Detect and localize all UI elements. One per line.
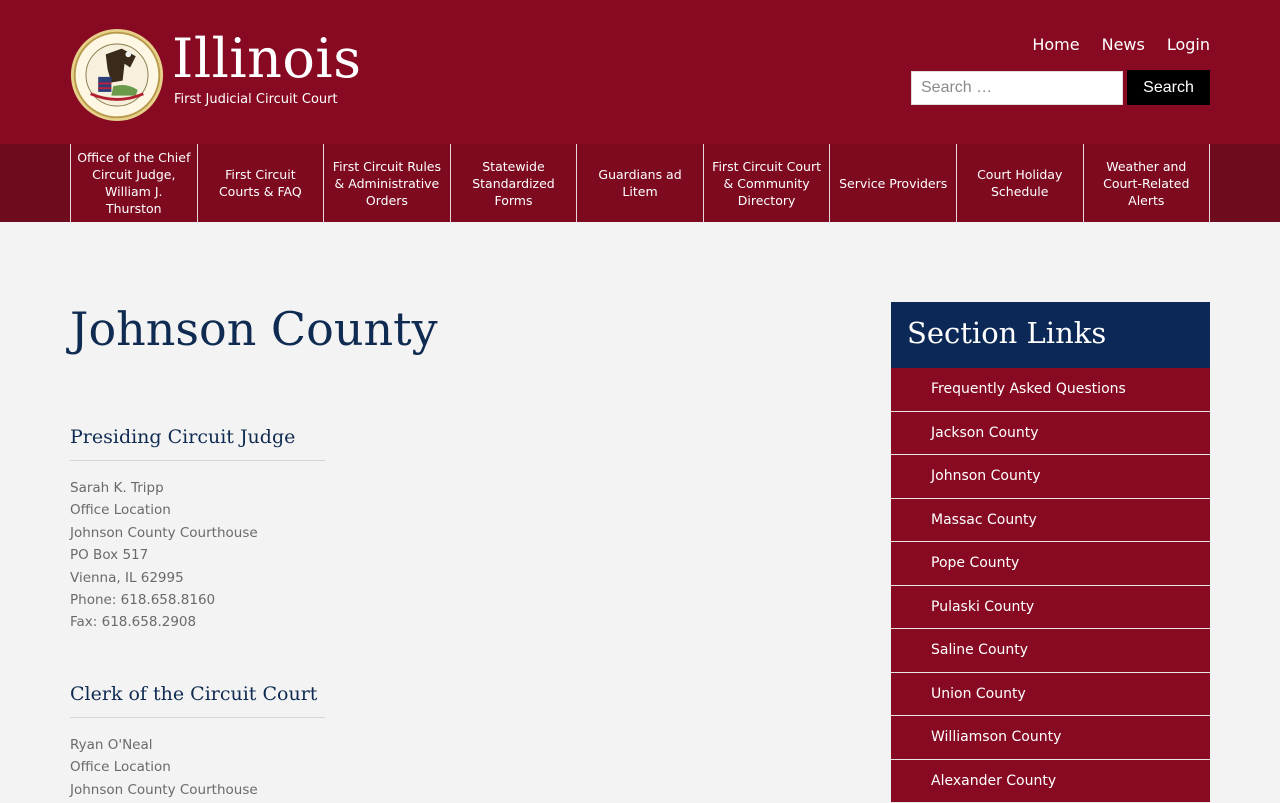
- sidebar-link-alexander-county[interactable]: [891, 760, 1210, 803]
- main-nav-label: Weather and Court-Related Alerts: [1090, 158, 1204, 209]
- sidebar-link-union-county[interactable]: [891, 673, 1210, 717]
- main-nav-label: First Circuit Court & Community Directory: [710, 158, 824, 209]
- sidebar-link-massac-county[interactable]: [891, 499, 1210, 543]
- sidebar-link-label: Pulaski County: [931, 599, 1034, 615]
- sidebar-link-pulaski-county[interactable]: [891, 586, 1210, 630]
- main-nav-item-holiday-schedule[interactable]: [957, 144, 1084, 222]
- main-nav-item-chief-judge[interactable]: [71, 144, 198, 222]
- section-links-sidebar: [891, 302, 1210, 803]
- sidebar-header: [891, 302, 1210, 368]
- section-details: [70, 734, 325, 801]
- sidebar-link-label: Williamson County: [931, 729, 1061, 745]
- main-nav: [0, 144, 1280, 222]
- detail-line: Sarah K. Tripp: [70, 477, 325, 499]
- main-nav-label: Guardians ad Litem: [583, 166, 697, 200]
- main-nav-item-guardians[interactable]: [577, 144, 704, 222]
- detail-line: Johnson County Courthouse: [70, 522, 325, 544]
- sidebar-link-label: Massac County: [931, 512, 1037, 528]
- sidebar-link-johnson-county[interactable]: [891, 455, 1210, 499]
- detail-line: Office Location: [70, 499, 325, 521]
- main-nav-list: [70, 144, 1210, 222]
- sidebar-links: [891, 368, 1210, 803]
- main-nav-label: First Circuit Courts & FAQ: [204, 166, 318, 200]
- main-nav-label: Court Holiday Schedule: [963, 166, 1077, 200]
- sidebar-link-label: Alexander County: [931, 773, 1056, 789]
- sidebar-link-label: Johnson County: [931, 468, 1040, 484]
- main-nav-label: Office of the Chief Circuit Judge, William J. Thurston: [77, 149, 191, 217]
- sidebar-link-saline-county[interactable]: [891, 629, 1210, 673]
- circuit-clerk-section: [70, 683, 325, 801]
- detail-line: Johnson County Courthouse: [70, 779, 325, 801]
- main-nav-label: Service Providers: [839, 175, 947, 192]
- main-nav-label: Statewide Standardized Forms: [457, 158, 571, 209]
- detail-line: Ryan O'Neal: [70, 734, 325, 756]
- sidebar-title: Section Links: [907, 316, 1194, 350]
- sidebar-link-faq[interactable]: [891, 368, 1210, 412]
- site-logo-title[interactable]: Illinois: [172, 32, 361, 86]
- detail-line: Fax: 618.658.2908: [70, 611, 325, 633]
- nav-login-link[interactable]: Login: [1167, 35, 1210, 54]
- detail-line: PO Box 517: [70, 544, 325, 566]
- section-heading: Clerk of the Circuit Court: [70, 683, 325, 718]
- sidebar-link-label: Frequently Asked Questions: [931, 381, 1126, 397]
- sidebar-link-label: Saline County: [931, 642, 1028, 658]
- sidebar-link-label: Pope County: [931, 555, 1019, 571]
- presiding-judge-section: [70, 426, 325, 634]
- nav-news-link[interactable]: News: [1102, 35, 1145, 54]
- main-nav-item-service-providers[interactable]: [830, 144, 957, 222]
- search-button[interactable]: Search: [1127, 70, 1210, 105]
- main-nav-item-rules-orders[interactable]: [324, 144, 451, 222]
- sidebar-link-label: Jackson County: [931, 425, 1039, 441]
- detail-line: Office Location: [70, 756, 325, 778]
- sidebar-link-williamson-county[interactable]: [891, 716, 1210, 760]
- detail-line: Phone: 618.658.8160: [70, 589, 325, 611]
- page-title: Johnson County: [70, 302, 438, 356]
- site-logo-subtitle[interactable]: First Judicial Circuit Court: [174, 92, 338, 107]
- section-heading: Presiding Circuit Judge: [70, 426, 325, 461]
- main-nav-item-weather-alerts[interactable]: [1084, 144, 1211, 222]
- section-details: [70, 477, 325, 634]
- state-seal-icon[interactable]: [70, 28, 164, 122]
- main-nav-item-courts-faq[interactable]: [198, 144, 325, 222]
- search-input[interactable]: [911, 71, 1123, 105]
- main-nav-item-forms[interactable]: [451, 144, 578, 222]
- sidebar-link-pope-county[interactable]: [891, 542, 1210, 586]
- main-nav-item-directory[interactable]: [704, 144, 831, 222]
- main-nav-label: First Circuit Rules & Administrative Orders: [330, 158, 444, 209]
- detail-line: Vienna, IL 62995: [70, 567, 325, 589]
- sidebar-link-label: Union County: [931, 686, 1026, 702]
- top-nav: [1032, 35, 1210, 54]
- nav-home-link[interactable]: Home: [1032, 35, 1079, 54]
- site-header: [0, 0, 1280, 144]
- sidebar-link-jackson-county[interactable]: [891, 412, 1210, 456]
